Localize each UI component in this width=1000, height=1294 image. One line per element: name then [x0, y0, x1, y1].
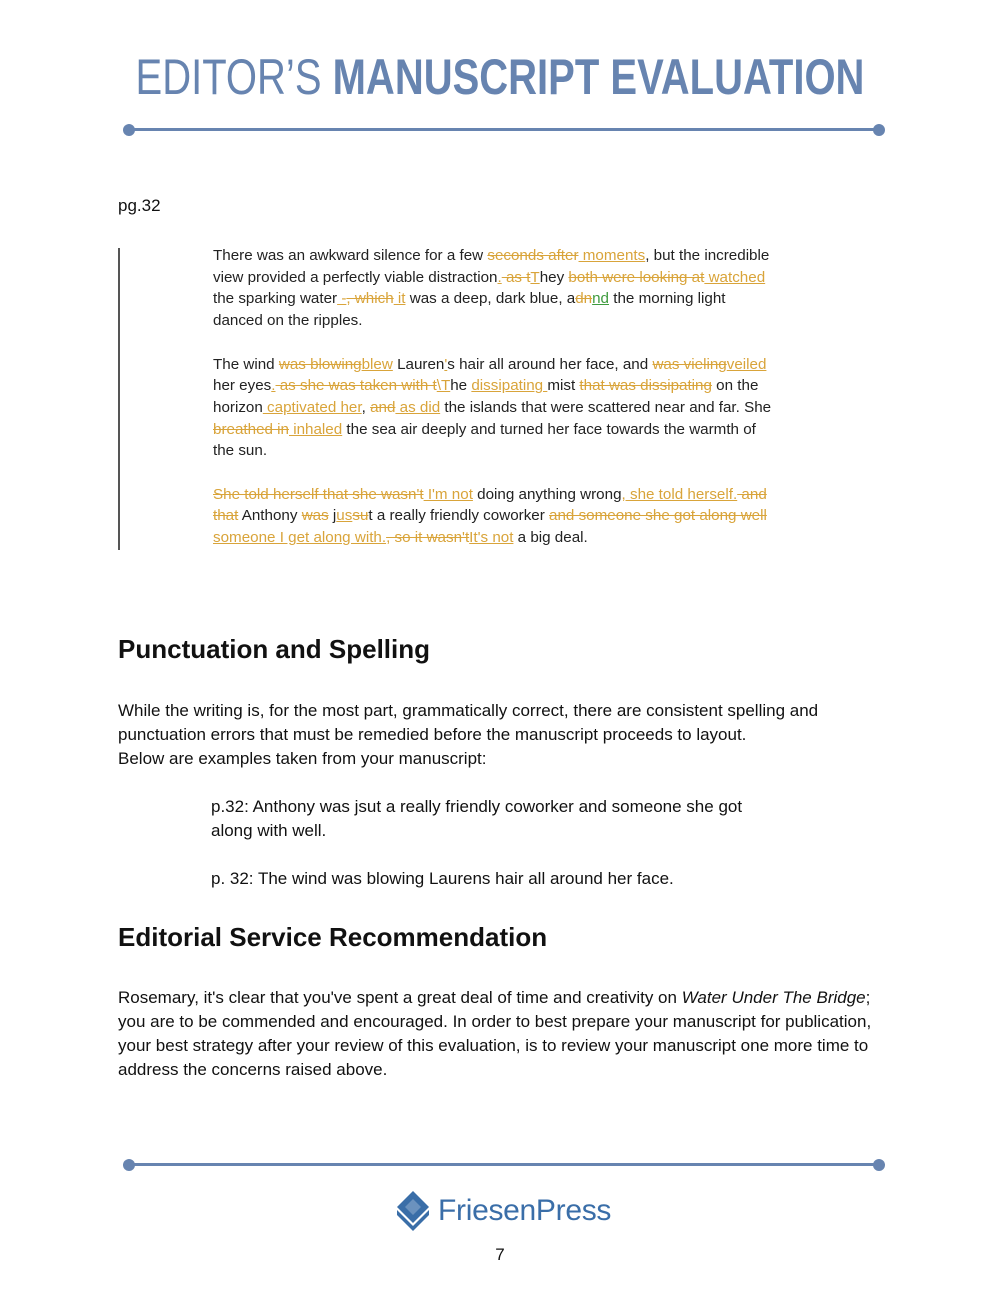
punctuation-example-1: p.32: Anthony was jsut a really friendly coworker and someone she got along with well. [211, 797, 743, 840]
header-divider [129, 128, 879, 131]
punctuation-example-2: p. 32: The wind was blowing Laurens hair all around her face. [211, 869, 674, 888]
recommendation-body: Rosemary, it's clear that you've spent a great deal of time and creativity on Water Under The Bridge; you are to be commended and encouraged. In order to best prepare your manuscript for publication, your best strategy after your review of this evaluation, is to review your manuscript one more time to address the concerns raised above. [118, 988, 872, 1079]
footer-divider-left-dot [123, 1159, 135, 1171]
logo-text: FriesenPress [438, 1194, 612, 1227]
book-title: Water Under The Bridge [681, 988, 866, 1007]
header-divider-right-dot [873, 124, 885, 136]
header-divider-left-dot [123, 124, 135, 136]
friesenpress-logo [396, 1190, 611, 1232]
punctuation-heading: Punctuation and Spelling [118, 634, 430, 664]
footer-divider-right-dot [873, 1159, 885, 1171]
title-light: EDITOR’S [135, 49, 333, 105]
page-number: 7 [495, 1245, 505, 1264]
friesenpress-diamond-icon [396, 1190, 430, 1232]
page-title [100, 48, 900, 106]
recommendation-heading: Editorial Service Recommendation [118, 922, 548, 952]
tracked-changes-excerpt [213, 245, 773, 571]
punctuation-body-text-2: Below are examples taken from your manuscript: [118, 749, 487, 768]
footer-divider [129, 1163, 879, 1166]
excerpt-page-label: pg.32 [118, 196, 161, 215]
excerpt-change-bar [118, 248, 120, 550]
punctuation-body-text: While the writing is, for the most part, grammatically correct, there are consistent spelling and punctuation errors that must be remedied before the manuscript proceeds to layout. [118, 701, 819, 744]
title-bold: MANUSCRIPT EVALUATION [332, 49, 865, 105]
excerpt-paragraph-3: She told herself that she wasn't I'm not doing anything wrong, she told herself. and that Anthony was jussut a really friendly coworker and someone she got along well someone I get along with., so it wasn'tIt's not a big deal. [213, 485, 767, 547]
excerpt-paragraph-2: The wind was blowingblew Lauren's hair all around her face, and was vielingveiled her eyes. as she was taken with t\The dissipating mist that was dissipating on the horizon captivated her, and as did the islands that were scattered near and far. She breathed in inhaled the sea air deeply and turned her face towards the warmth of the sun. [213, 355, 772, 460]
excerpt-paragraph-1: There was an awkward silence for a few seconds after moments, but the incredible view provided a perfectly viable distraction. as tThey both were looking at watched the sparking water -, which it was a deep, dark blue, adnnd the morning light danced on the ripples. [213, 247, 770, 330]
punctuation-body [118, 699, 878, 771]
